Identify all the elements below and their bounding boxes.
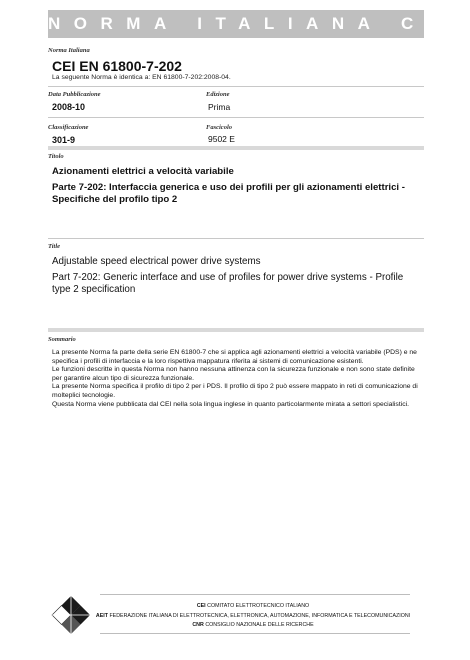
sommario-divider (48, 328, 424, 332)
standard-code: CEI EN 61800-7-202 (52, 58, 182, 74)
norma-italiana-banner: NORMA ITALIANA CEI (48, 10, 424, 38)
sommario-paragraph-2: Le funzioni descritte in questa Norma non hanno nessuna attinenza con la sicurezza funzionale e non sono state definite per garantire alcun tipo di sicurezza funzionale. (52, 366, 415, 382)
english-title-line2: Part 7-202: Generic interface and use of profiles for power drive systems - Profile type 2 specification (52, 271, 404, 295)
classificazione-label: Classificazione (48, 124, 89, 131)
identity-statement: La seguente Norma è identica a: EN 61800-7-202:2008-04. (52, 74, 231, 81)
classificazione-value: 301-9 (52, 135, 76, 145)
footer-rule-top (100, 594, 410, 595)
italian-title-line1: Azionamenti elettrici a velocità variabile (52, 166, 234, 177)
footer-aeit: AEIT FEDERAZIONE ITALIANA DI ELETTROTECNICA, ELETTRONICA, AUTOMAZIONE, INFORMATICA E TELECOMUNICAZIONI (95, 613, 411, 619)
sommario-paragraph-1: La presente Norma fa parte della serie EN 61800-7 che si applica agli azionamenti elettrici a velocità variabile (PDS) e ne specifica i profili di interfaccia e la loro rispettiva mappatura riferita ai sistemi di comunicazione esistenti. (52, 349, 417, 365)
english-title (52, 256, 422, 297)
title-divider (48, 238, 424, 239)
footer-rule-bottom (100, 633, 410, 634)
data-pubblicazione-label: Data Pubblicazione (48, 91, 101, 98)
meta-divider (48, 117, 424, 118)
norma-label: Norma Italiana (48, 47, 90, 54)
sommario-paragraph-3: La presente Norma specifica il profilo di tipo 2 per i PDS. Il profilo di tipo 2 può essere mappato in reti di comunicazione di molteplici tecnologie. (52, 383, 418, 399)
italian-title (52, 166, 422, 207)
sommario-text (52, 349, 420, 409)
title-label: Title (48, 243, 61, 250)
footer-cei: CEI COMITATO ELETTROTECNICO ITALIANO (196, 603, 310, 609)
english-title-line1: Adjustable speed electrical power drive systems (52, 256, 261, 267)
edizione-value: Prima (208, 102, 231, 112)
footer-cnr: CNR CONSIGLIO NAZIONALE DELLE RICERCHE (192, 622, 314, 628)
fascicolo-label: Fascicolo (206, 124, 232, 131)
header-divider (48, 86, 424, 87)
sommario-label: Sommario (48, 336, 76, 343)
fascicolo-value: 9502 E (208, 134, 235, 144)
titolo-label: Titolo (48, 153, 64, 160)
italian-title-line2: Parte 7-202: Interfaccia generica e uso dei profili per gli azionamenti elettrici - Specifiche del profilo tipo 2 (52, 181, 405, 205)
edizione-label: Edizione (206, 91, 230, 98)
titolo-divider (48, 146, 424, 150)
data-pubblicazione-value: 2008-10 (52, 102, 86, 112)
sommario-paragraph-4: Questa Norma viene pubblicata dal CEI nella sola lingua inglese in quanto particolarmente mirata a settori specialistici. (52, 400, 410, 408)
